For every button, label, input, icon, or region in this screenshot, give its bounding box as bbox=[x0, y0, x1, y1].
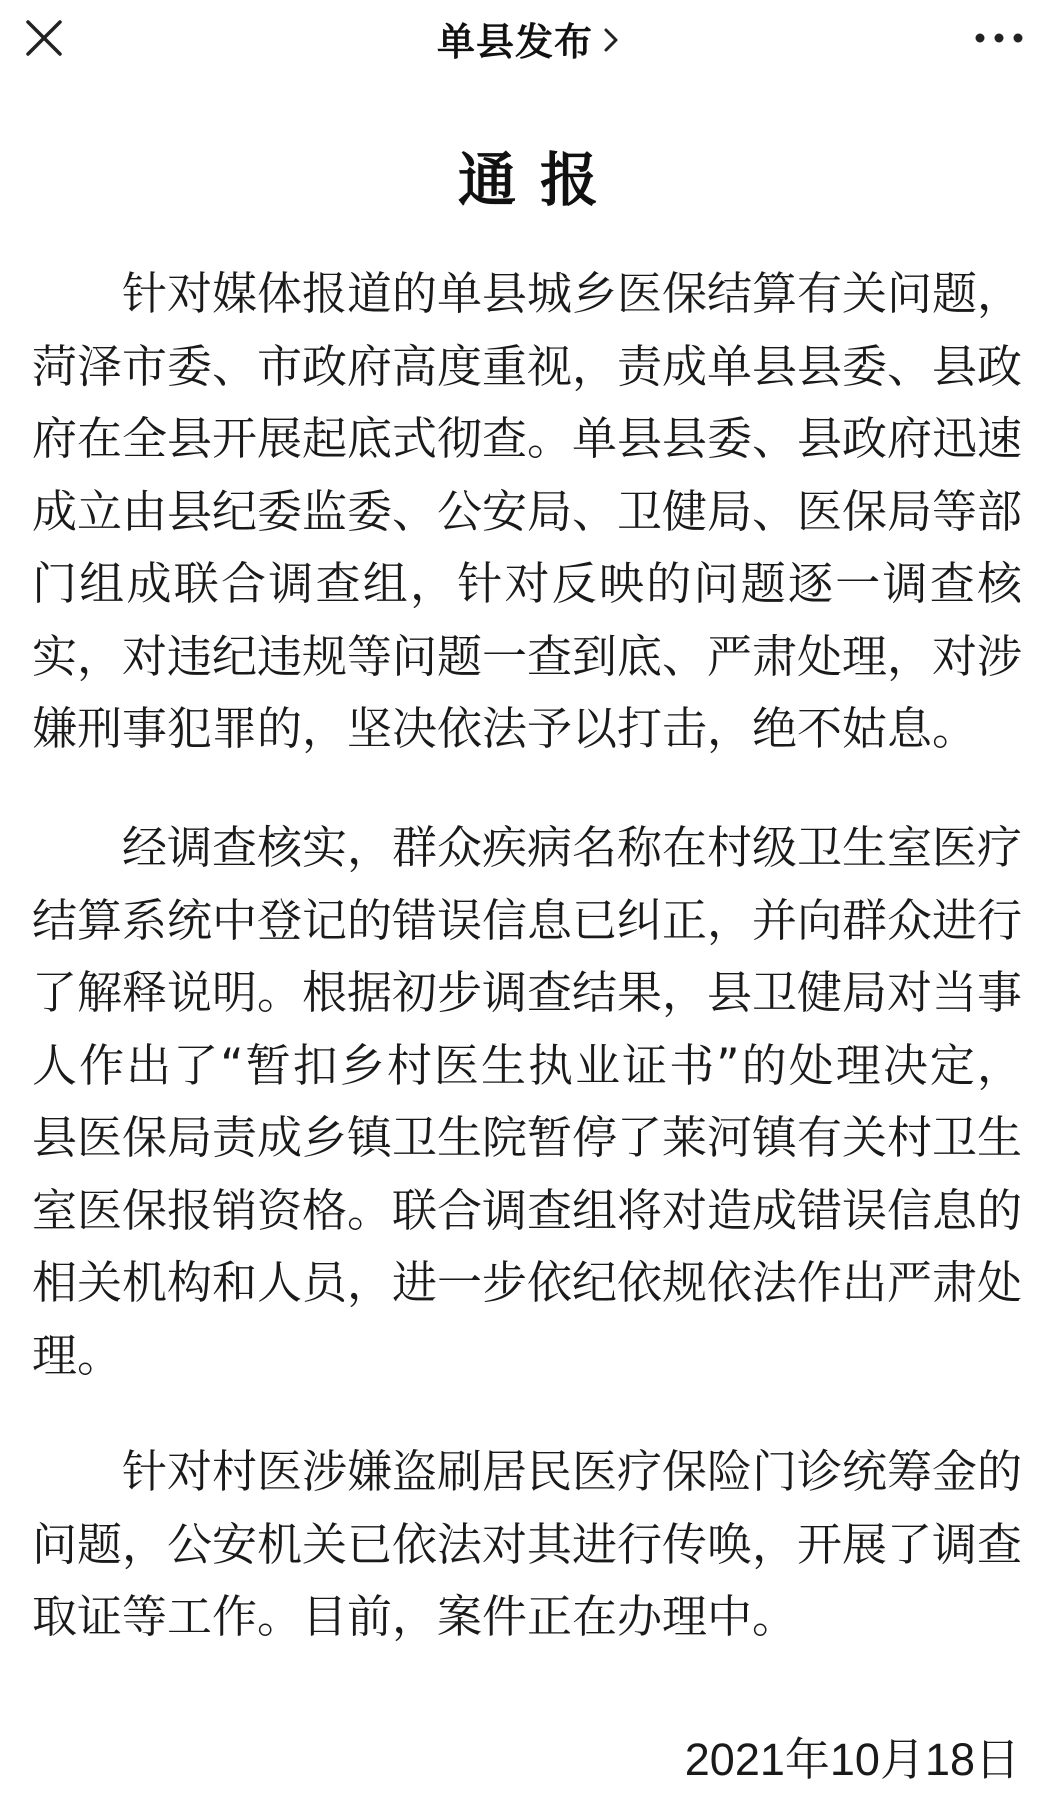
chevron-right-icon bbox=[603, 27, 619, 53]
paragraph-investigation: 针对媒体报道的单县城乡医保结算有关问题，菏泽市委、市政府高度重视，责成单县县委、县政府在全县开展起底式彻查。单县县委、县政府迅速成立由县纪委监委、公安局、卫健局、医保局等部门组成联合调查组，针对反映的问题逐一调查核实，对违纪违规等问题一查到底、严肃处理，对涉嫌刑事犯罪的，坚决依法予以打击，绝不姑息。 bbox=[32, 267, 1023, 755]
account-name: 单县发布 bbox=[436, 19, 593, 64]
close-button[interactable] bbox=[16, 10, 72, 66]
more-dots-icon bbox=[974, 32, 1024, 44]
notice-title: 通报 bbox=[457, 146, 622, 214]
paragraph-findings: 经调查核实，群众疾病名称在村级卫生室医疗结算系统中登记的错误信息已纠正，并向群众进行了解释说明。根据初步调查结果，县卫健局对当事人作出了“暂扣乡村医生执业证书”的处理决定，县医保局责成乡镇卫生院暂停了莱河镇有关村卫生室医保报销资格。联合调查组将对造成错误信息的相关机构和人员，进一步依纪依规依法作出严肃处理。 bbox=[32, 821, 1023, 1382]
account-name-link[interactable] bbox=[348, 8, 708, 68]
notice-date: 2021年10月18日 bbox=[684, 1734, 1020, 1785]
more-options-button[interactable] bbox=[964, 10, 1034, 66]
close-icon bbox=[24, 18, 64, 58]
paragraph-police-action: 针对村医涉嫌盗刷居民医疗保险门诊统筹金的问题，公安机关已依法对其进行传唤，开展了调查取证等工作。目前，案件正在办理中。 bbox=[32, 1445, 1023, 1643]
article-content bbox=[0, 80, 1056, 1812]
top-navigation-bar bbox=[0, 0, 1056, 80]
